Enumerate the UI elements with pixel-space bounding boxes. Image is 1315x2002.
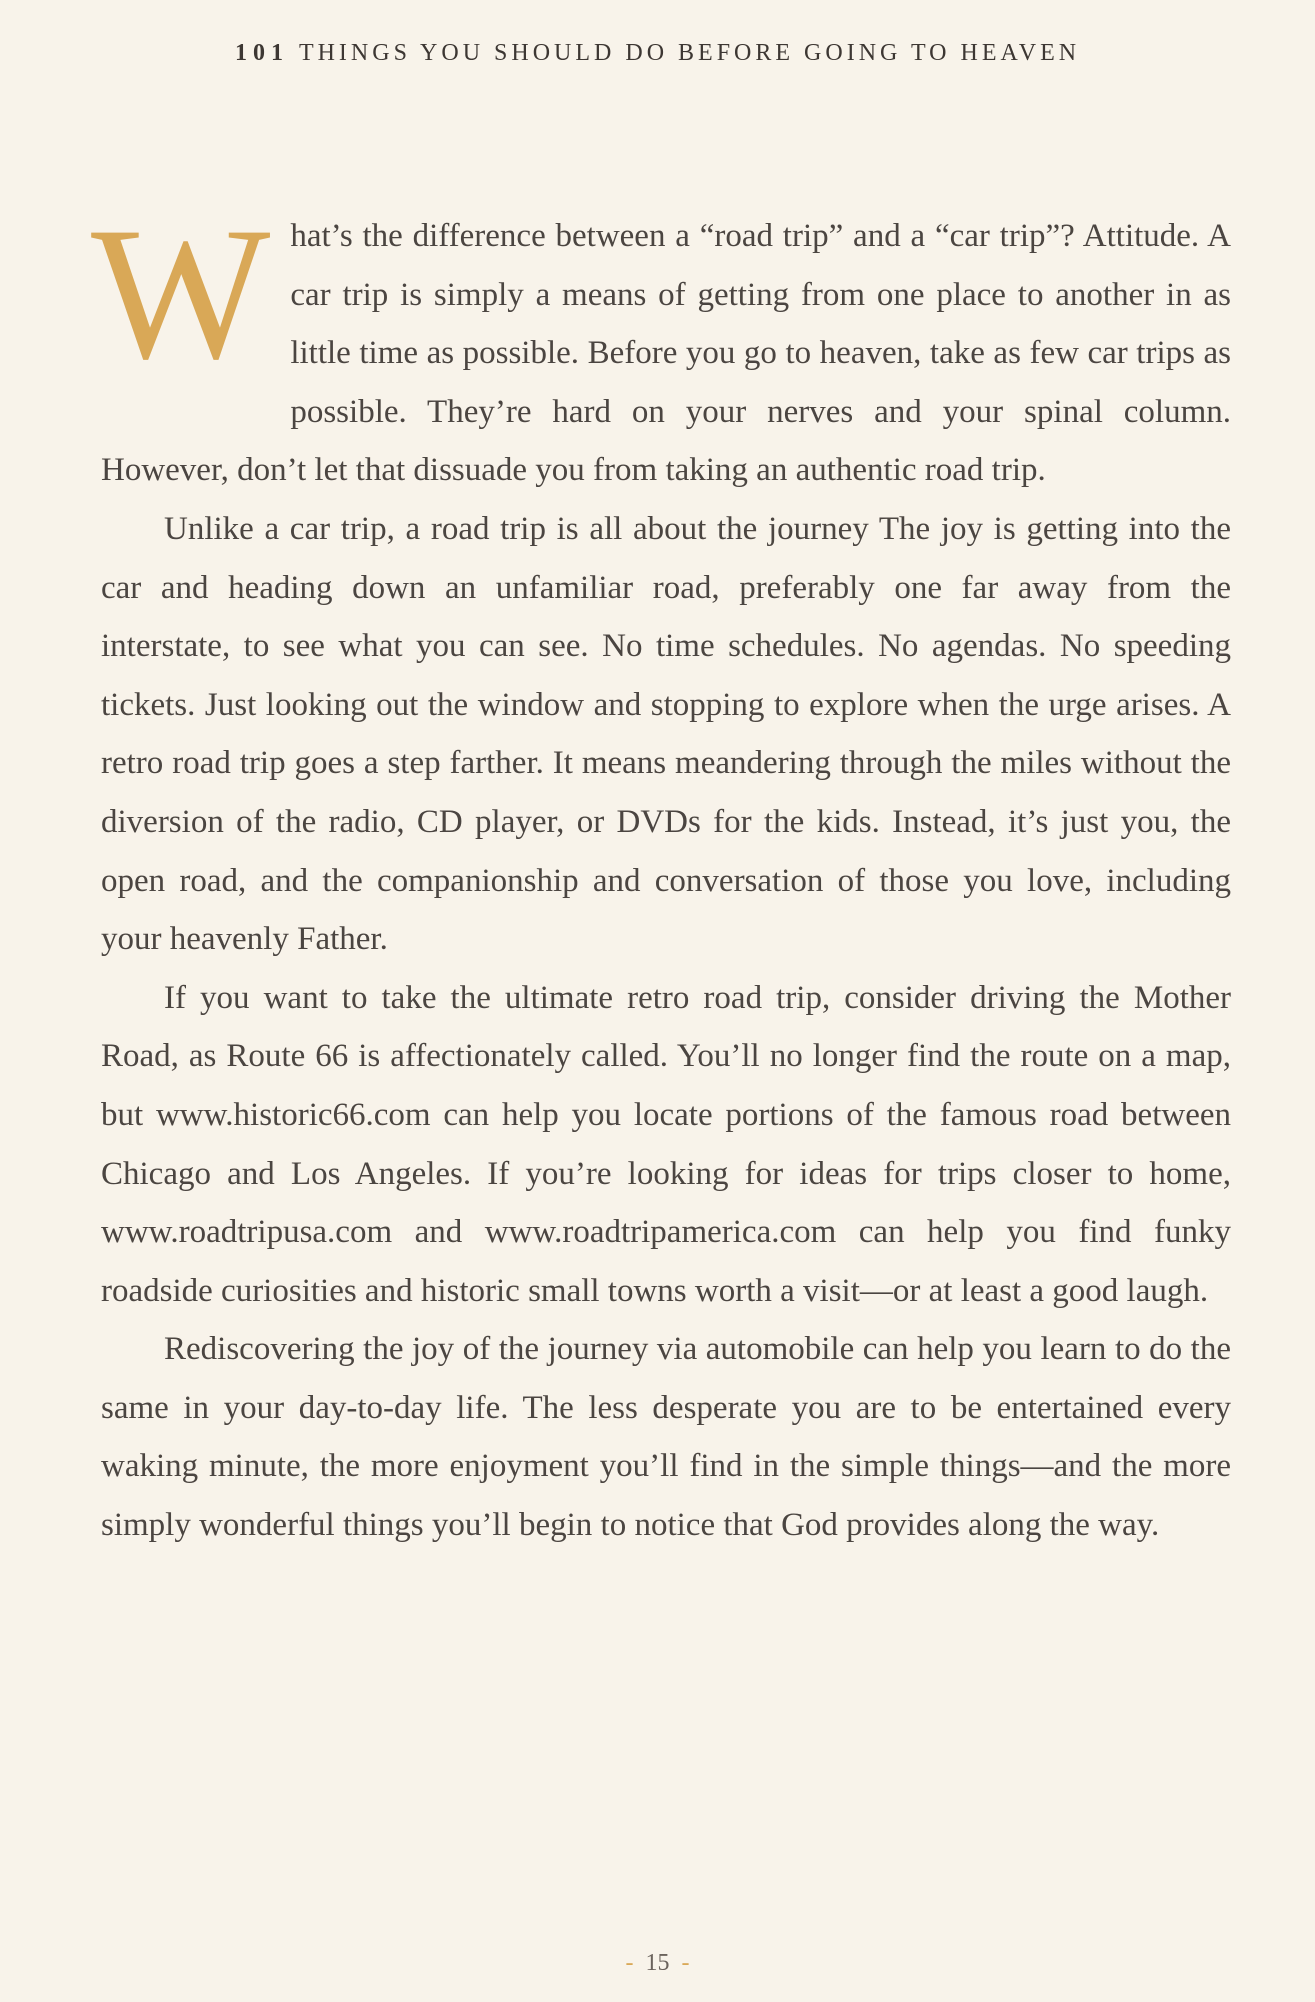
paragraph-4: Rediscovering the joy of the journey via automobile can help you learn to do the same in your day-to-day life. The less desperate you are to be entertained every waking minute, the more enjoyment you’ll find in the simple things—and the more simply wonderful things you’ll begin to notice that God provides along the way.: [101, 1331, 1231, 1544]
page-number-footer: [0, 1950, 1315, 1977]
paragraph-1-text: hat’s the difference between a “road trip” and a “car trip”? Attitude. A car trip is simply a means of getting from one place to another in as little time as possible. Before you go to heaven, take as few car trips as possible. They’re hard on your nerves and your spinal column. However, don’t let that dissuade you from taking an authentic road trip.: [101, 218, 1231, 489]
paragraph-1: [91, 189, 1231, 500]
folio-dash-right: -: [681, 1950, 690, 1976]
article-body: [91, 189, 1231, 1555]
paragraph-2: Unlike a car trip, a road trip is all about the journey The joy is getting into the car and heading down an unfamiliar road, preferably one far away from the interstate, to see what you can see. No time schedules. No agendas. No speeding tickets. Just looking out the window and stopping to explore when the urge arises. A retro road trip goes a step farther. It means meandering through the miles without the diversion of the radio, CD player, or DVDs for the kids. Instead, it’s just you, the open road, and the companionship and conversation of those you love, including your heavenly Father.: [101, 510, 1231, 958]
folio-dash-left: -: [625, 1950, 634, 1976]
book-title: THINGS YOU SHOULD DO BEFORE GOING TO HEAVEN: [298, 40, 1081, 66]
drop-cap: W: [91, 189, 271, 399]
book-number: 101: [234, 40, 289, 66]
page-number: 15: [645, 1950, 670, 1976]
running-head: [0, 40, 1315, 67]
paragraph-3: If you want to take the ultimate retro road trip, consider driving the Mother Road, as Route 66 is affectionately called. You’ll no longer find the route on a map, but www.historic66.com can help you locate portions of the famous road between Chicago and Los Angeles. If you’re looking for ideas for trips closer to home, www.roadtripusa.com and www.roadtripamerica.com can help you find funky roadside curiosities and historic small towns worth a visit—or at least a good laugh.: [101, 979, 1231, 1309]
